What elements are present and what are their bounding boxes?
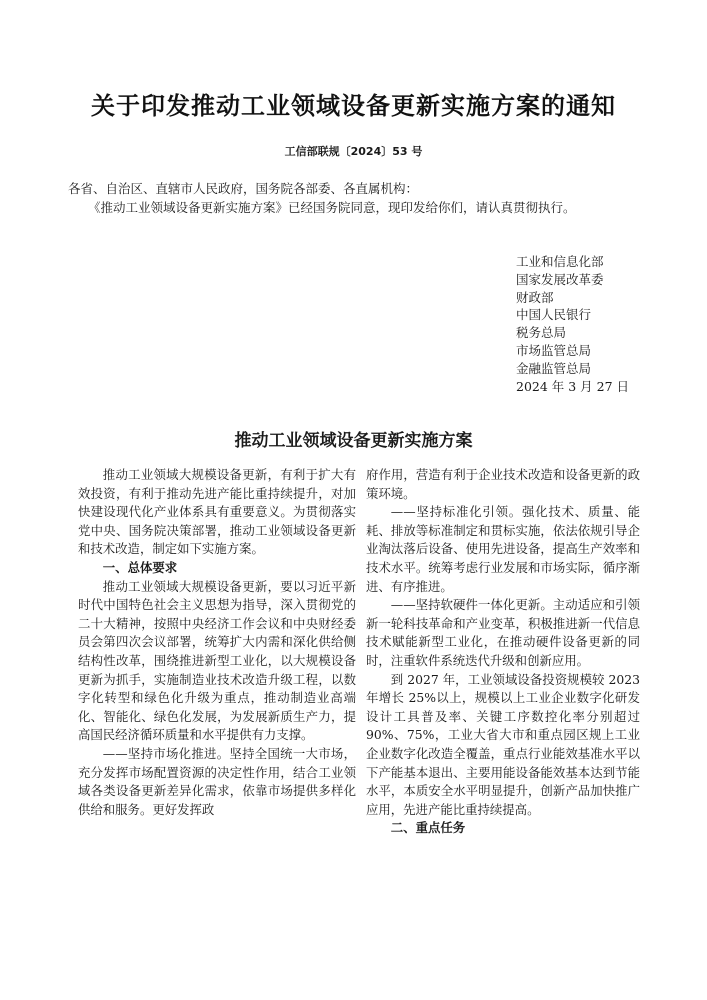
signer-name: 市场监管总局	[516, 342, 592, 358]
signer-name: 金融监管总局	[516, 360, 592, 376]
signer-name: 国家发展改革委	[516, 271, 604, 287]
section-heading: 二、重点任务	[390, 820, 466, 836]
text-column-left	[78, 466, 356, 819]
section-paragraph: 推动工业领域大规模设备更新，要以习近平新时代中国特色社会主义思想为指导，深入贯彻党的二十大精神，按照中央经济工作会议和中央财经委员会第四次会议部署，统筹扩大内需和深化供给侧结构性改革，围绕推进新型工业化，以大规模设备更新为抓手，实施制造业技术改造升级工程，以数字化转型和绿色化升级为重点，推动制造业高端化、智能化、绿色化发展，为发展新质生产力，提高国民经济循环质量和水平提供有力支撑。	[78, 578, 356, 743]
signer-name: 税务总局	[516, 325, 567, 341]
signer-block	[516, 253, 629, 395]
signer-name: 中国人民银行	[516, 307, 592, 323]
principle-paragraph: ——坚持软硬件一体化更新。主动适应和引领新一轮科技革命和产业变革，积极推进新一代信息技术赋能新型工业化，在推动硬件设备更新的同时，注重软件系统迭代升级和创新应用。	[366, 597, 640, 668]
principle-paragraph: ——坚持标准化引领。强化技术、质量、能耗、排放等标准制定和贯标实施，依法依规引导企业淘汰落后设备、使用先进设备，提高生产效率和技术水平。统筹考虑行业发展和市场实际，循序渐进、有序推进。	[366, 504, 640, 594]
document-number: 工信部联规〔2024〕53 号	[284, 145, 423, 158]
notice-body: 《推动工业领域设备更新实施方案》已经国务院同意，现印发给你们，请认真贯彻执行。	[88, 200, 576, 215]
principle-paragraph: ——坚持市场化推进。坚持全国统一大市场，充分发挥市场配置资源的决定性作用，结合工业领域各类设备更新差异化需求，依靠市场提供多样化供给和服务。更好发挥政	[78, 745, 356, 817]
plan-title: 推动工业领域设备更新实施方案	[234, 431, 473, 451]
issue-date: 2024 年 3 月 27 日	[516, 378, 630, 394]
goals-paragraph: 到 2027 年，工业领域设备投资规模较 2023 年增长 25%以上，规模以上工业企业数字化研发设计工具普及率、关键工序数控化率分别超过 90%、75%，工业大省大市和重点园区规上工业企业数字化改造全覆盖，重点行业能效基准水平以下产能基本退出、主要用能设备能效基本达到节能水平，本质安全水平明显提升，创新产品加快推广应用，先进产能比重持续提高。	[366, 671, 640, 817]
signer-name: 财政部	[516, 289, 554, 305]
signer-name: 工业和信息化部	[516, 254, 604, 269]
text-column-right	[366, 466, 640, 838]
notice-title: 关于印发推动工业领域设备更新实施方案的通知	[91, 92, 616, 120]
intro-paragraph: 推动工业领域大规模设备更新，有利于扩大有效投资，有利于推动先进产能比重持续提升，对加快建设现代化产业体系具有重要意义。为贯彻落实党中央、国务院决策部署，推动工业领域设备更新和技术改造，制定如下实施方案。	[78, 467, 356, 557]
section-heading: 一、总体要求	[102, 559, 178, 575]
principle-paragraph-continued: 府作用，营造有利于企业技术改造和设备更新的政策环境。	[366, 467, 640, 501]
recipients-line: 各省、自治区、直辖市人民政府，国务院各部委、各直属机构：	[68, 181, 419, 196]
